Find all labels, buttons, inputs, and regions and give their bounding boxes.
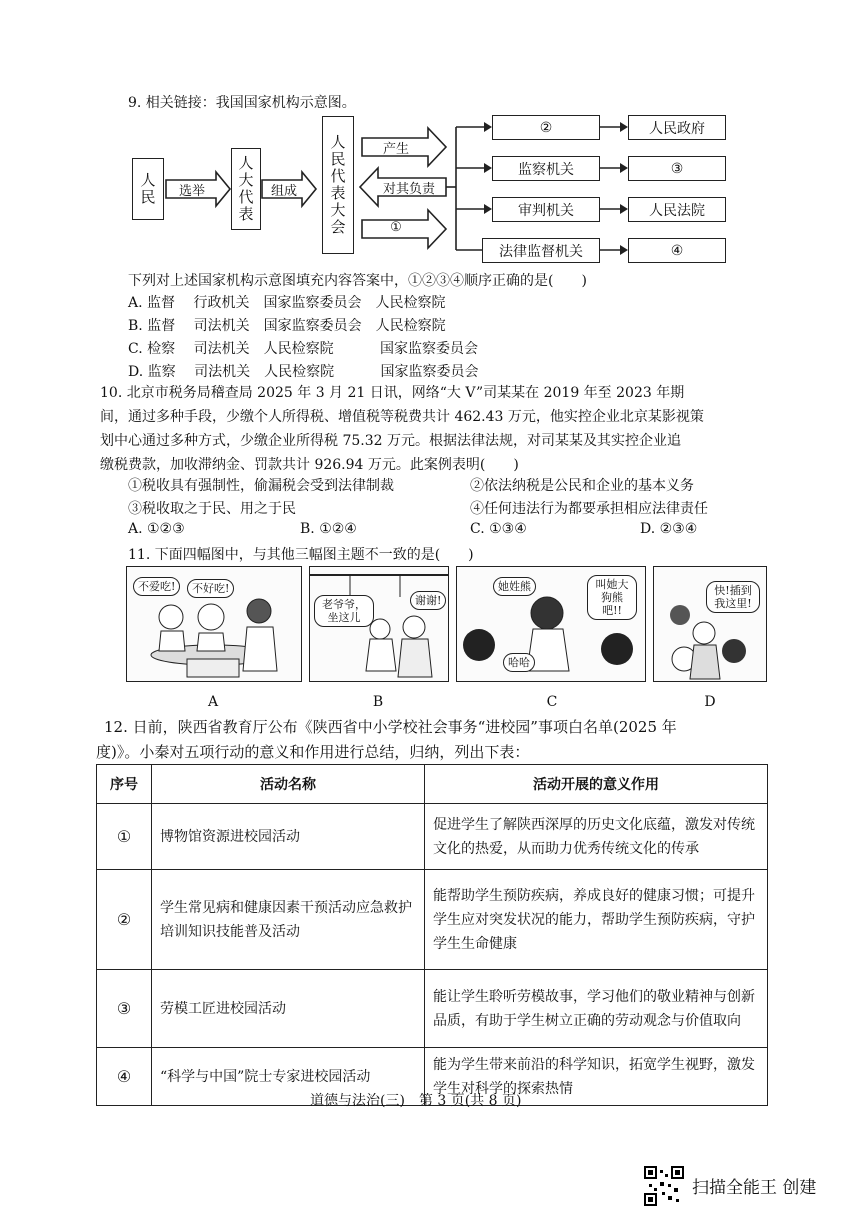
supervisory-organ-box: 监察机关 [492,156,600,181]
row-activity: 博物馆资源进校园活动 [152,804,425,870]
page-footer: 道德与法治(三) 第 3 页(共 8 页) [310,1093,522,1109]
cartoon-panel-a [126,566,302,682]
scanner-watermark: 扫描全能王 创建 [692,1178,817,1198]
procuratorial-organ-box: 法律监督机关 [482,238,600,263]
table-header-row [97,765,768,804]
panel-a-label[interactable]: A [207,694,219,710]
bubble-a2: 不好吃! [187,579,234,598]
q10-choice-b[interactable]: B. ①②④ [300,521,357,537]
table-row [97,870,768,970]
elect-label: 选举 [178,184,205,199]
row-index: ① [97,804,152,870]
blank2-box: ② [492,115,600,140]
compose-label: 组成 [270,184,297,199]
table-row [97,970,768,1048]
q12-line-2: 度)》。小秦对五项行动的意义和作用进行总结，归纳，列出下表： [96,743,530,761]
npc-deputies-box: 人大代表 [231,148,261,230]
responsible-label: 对其负责 [382,182,435,197]
diagram-arrows [0,0,860,280]
q10-line-4: 缴税费款，加收滞纳金、罚款共计 926.94 万元。此案例表明( ) [100,457,519,473]
q10-statement-1: ①税收具有强制性，偷漏税会受到法律制裁 [128,478,394,494]
bubble-a1: 不爱吃! [133,577,180,596]
table-row [97,804,768,870]
row-index: ③ [97,970,152,1048]
row-meaning: 能为学生带来前沿的科学知识，拓宽学生视野，激发学生对科学的探索热情 [425,1048,768,1106]
panel-c-label[interactable]: C [546,694,558,710]
q10-line-2: 间，通过多种手段，少缴个人所得税、增值税等税费共计 462.43 万元，他实控企业北京某影视策 [100,409,704,425]
panel-d-label[interactable]: D [704,694,716,710]
q10-choice-a[interactable]: A. ①②③ [128,521,185,537]
row-activity: 劳模工匠进校园活动 [152,970,425,1048]
blank3-box: ③ [628,156,726,181]
bubble-c2: 叫她大狗熊吧!! [587,575,637,620]
q10-line-1: 10. 北京市税务局稽查局 2025 年 3 月 21 日讯，网络“大 V”司某某在 2019 年至 2023 年期 [100,385,685,401]
row-index: ④ [97,1048,152,1106]
cartoon-panel-d [653,566,767,682]
q12-line-1: 12. 日前，陕西省教育厅公布《陕西省中小学校社会事务“进校园”事项白名单(2025 年 [104,718,677,736]
cartoon-panel-c [456,566,646,682]
header-meaning: 活动开展的意义作用 [425,765,768,804]
q10-choice-c[interactable]: C. ①③④ [470,521,527,537]
row-meaning: 能帮助学生预防疾病，养成良好的健康习惯；可提升学生应对突发状况的能力，帮助学生预防疾病，守护学生生命健康 [425,870,768,970]
row-meaning: 能让学生聆听劳模故事，学习他们的敬业精神与创新品质，有助于学生树立正确的劳动观念与价值取向 [425,970,768,1048]
activity-table [96,764,768,1106]
blank1-label: ① [390,220,402,235]
bubble-b1: 老爷爷，坐这儿 [314,595,374,627]
q9-option-c[interactable]: C. 检察 司法机关 人民检察院 国家监察委员会 [128,341,479,357]
row-index: ② [97,870,152,970]
q11-title: 11. 下面四幅图中，与其他三幅图主题不一致的是( ) [128,547,474,563]
qr-code-icon [644,1166,684,1206]
blank4-box: ④ [628,238,726,263]
q10-statement-4: ④任何违法行为都要承担相应法律责任 [470,501,708,517]
q10-line-3: 划中心通过多种方式，少缴企业所得税 75.32 万元。根据法律法规，对司某某及其实控企业追 [100,433,681,449]
court-box: 人民法院 [628,197,726,222]
q9-title: 9. 相关链接：我国国家机构示意图。 [128,95,356,111]
bubble-c1: 她姓熊 [493,577,536,596]
q9-stem: 下列对上述国家机构示意图填充内容答案中，①②③④顺序正确的是( ) [128,273,587,289]
q9-option-d[interactable]: D. 监察 司法机关 人民检察院 国家监察委员会 [128,364,479,380]
judicial-organ-box: 审判机关 [492,197,600,222]
produce-label: 产生 [382,142,409,157]
government-box: 人民政府 [628,115,726,140]
header-index: 序号 [97,765,152,804]
bubble-c3: 哈哈 [503,653,535,672]
q9-option-a[interactable]: A. 监督 行政机关 国家监察委员会 人民检察院 [128,295,446,311]
header-activity: 活动名称 [152,765,425,804]
row-activity: “科学与中国”院士专家进校园活动 [152,1048,425,1106]
q10-statement-3: ③税收取之于民、用之于民 [128,501,296,517]
q10-statement-2: ②依法纳税是公民和企业的基本义务 [470,478,694,494]
bubble-d1: 快!插到我这里! [706,581,760,613]
row-activity: 学生常见病和健康因素干预活动应急救护培训知识技能普及活动 [152,870,425,970]
npc-box: 人民代表大会 [322,116,354,254]
panel-b-label[interactable]: B [372,694,384,710]
cartoon-panel-b [309,566,449,682]
bubble-b2: 谢谢! [410,591,446,610]
q10-choice-d[interactable]: D. ②③④ [640,521,698,537]
row-meaning: 促进学生了解陕西深厚的历史文化底蕴，激发对传统文化的热爱，从而助力优秀传统文化的传承 [425,804,768,870]
q9-option-b[interactable]: B. 监督 司法机关 国家监察委员会 人民检察院 [128,318,446,334]
people-box: 人民 [132,158,164,220]
